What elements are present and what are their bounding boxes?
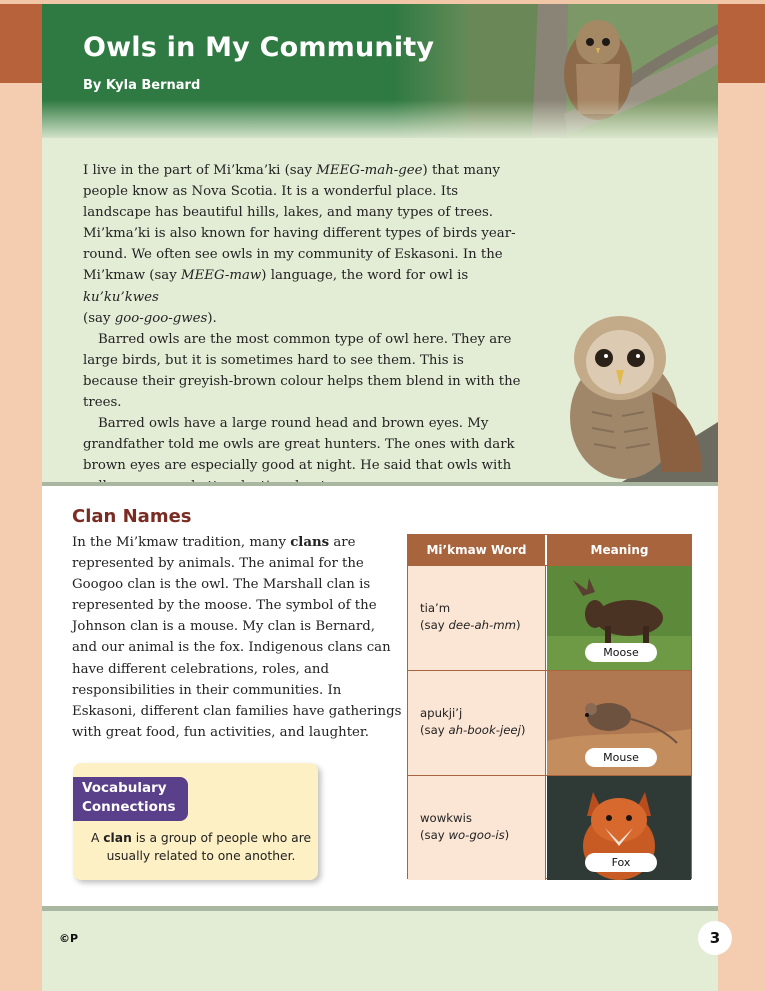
right-margin-band	[717, 83, 765, 991]
table-cell-image	[547, 566, 691, 670]
page-number: 3	[698, 921, 732, 955]
left-margin-band	[0, 83, 42, 991]
table-cell-image	[547, 776, 691, 880]
copyright-mark: ©P	[59, 932, 79, 945]
vocabulary-tag: Vocabulary Connections	[73, 777, 188, 821]
table-header-word: Mi’kmaw Word	[408, 535, 546, 565]
table-cell-word: wowkwis (say wo-goo-is)	[408, 776, 546, 880]
header-fade	[42, 100, 718, 142]
table-cell-word: tia’m (say dee-ah-mm)	[408, 566, 546, 670]
image-label: Mouse	[585, 748, 657, 767]
table-cell-word: apukji’j (say ah-book-jeej)	[408, 671, 546, 775]
page-title: Owls in My Community	[83, 32, 435, 63]
vocabulary-box	[73, 763, 318, 880]
table-cell-image	[547, 671, 691, 775]
image-label: Fox	[585, 853, 657, 872]
image-label: Moose	[585, 643, 657, 662]
table-row	[408, 565, 691, 669]
intro-paragraph-1: I live in the part of Mi’kma’ki (say MEEG-mah-gee) that many people know as Nova Scotia. It is a wonderful place. Its landscape has beautiful hills, lakes, and many types of trees. Mi’kma’ki is also known for having different types of birds year-round. We often see owls in my community of Eskasoni. In the Mi’kmaw (say MEEG-maw) language, the word for owl is ku’ku’kwes (say goo-goo-gwes).	[83, 163, 516, 326]
table-row	[408, 670, 691, 774]
intro-paragraph-3: Barred owls have a large round head and brown eyes. My grandfather told me owls are great hunters. The ones with dark brown eyes are especially good at night. He said that owls with	[83, 416, 515, 474]
clan-paragraph: In the Mi’kmaw tradition, many clans are represented by animals. The animal for the Googoo clan is the owl. The Marshall clan is represented by the moose. The symbol of the Johnson clan is a mouse. My clan is Bernard, and our animal is the fox. Indigenous clans can have different celebrations, roles, and responsibilities in their communities. In Eskasoni, different clan families have gatherings with great food, fun activities, and laughter.	[72, 535, 402, 740]
author-byline: By Kyla Bernard	[83, 78, 201, 93]
intro-paragraph-2: Barred owls are the most common type of owl here. They are large birds, but it is sometimes hard to see them. This is because their greyish-brown colour helps them blend in with the trees.	[83, 331, 521, 411]
vocabulary-definition: A clan is a group of people who are usually related to one another.	[90, 831, 312, 863]
section-heading-clan-names: Clan Names	[72, 506, 192, 527]
barred-owl-photo	[562, 312, 718, 482]
table-row	[408, 775, 691, 879]
intro-text	[83, 160, 523, 498]
page	[42, 4, 721, 991]
table-header-meaning: Meaning	[547, 535, 692, 565]
mikmaw-word-table	[407, 534, 692, 879]
footer-divider	[42, 906, 718, 911]
